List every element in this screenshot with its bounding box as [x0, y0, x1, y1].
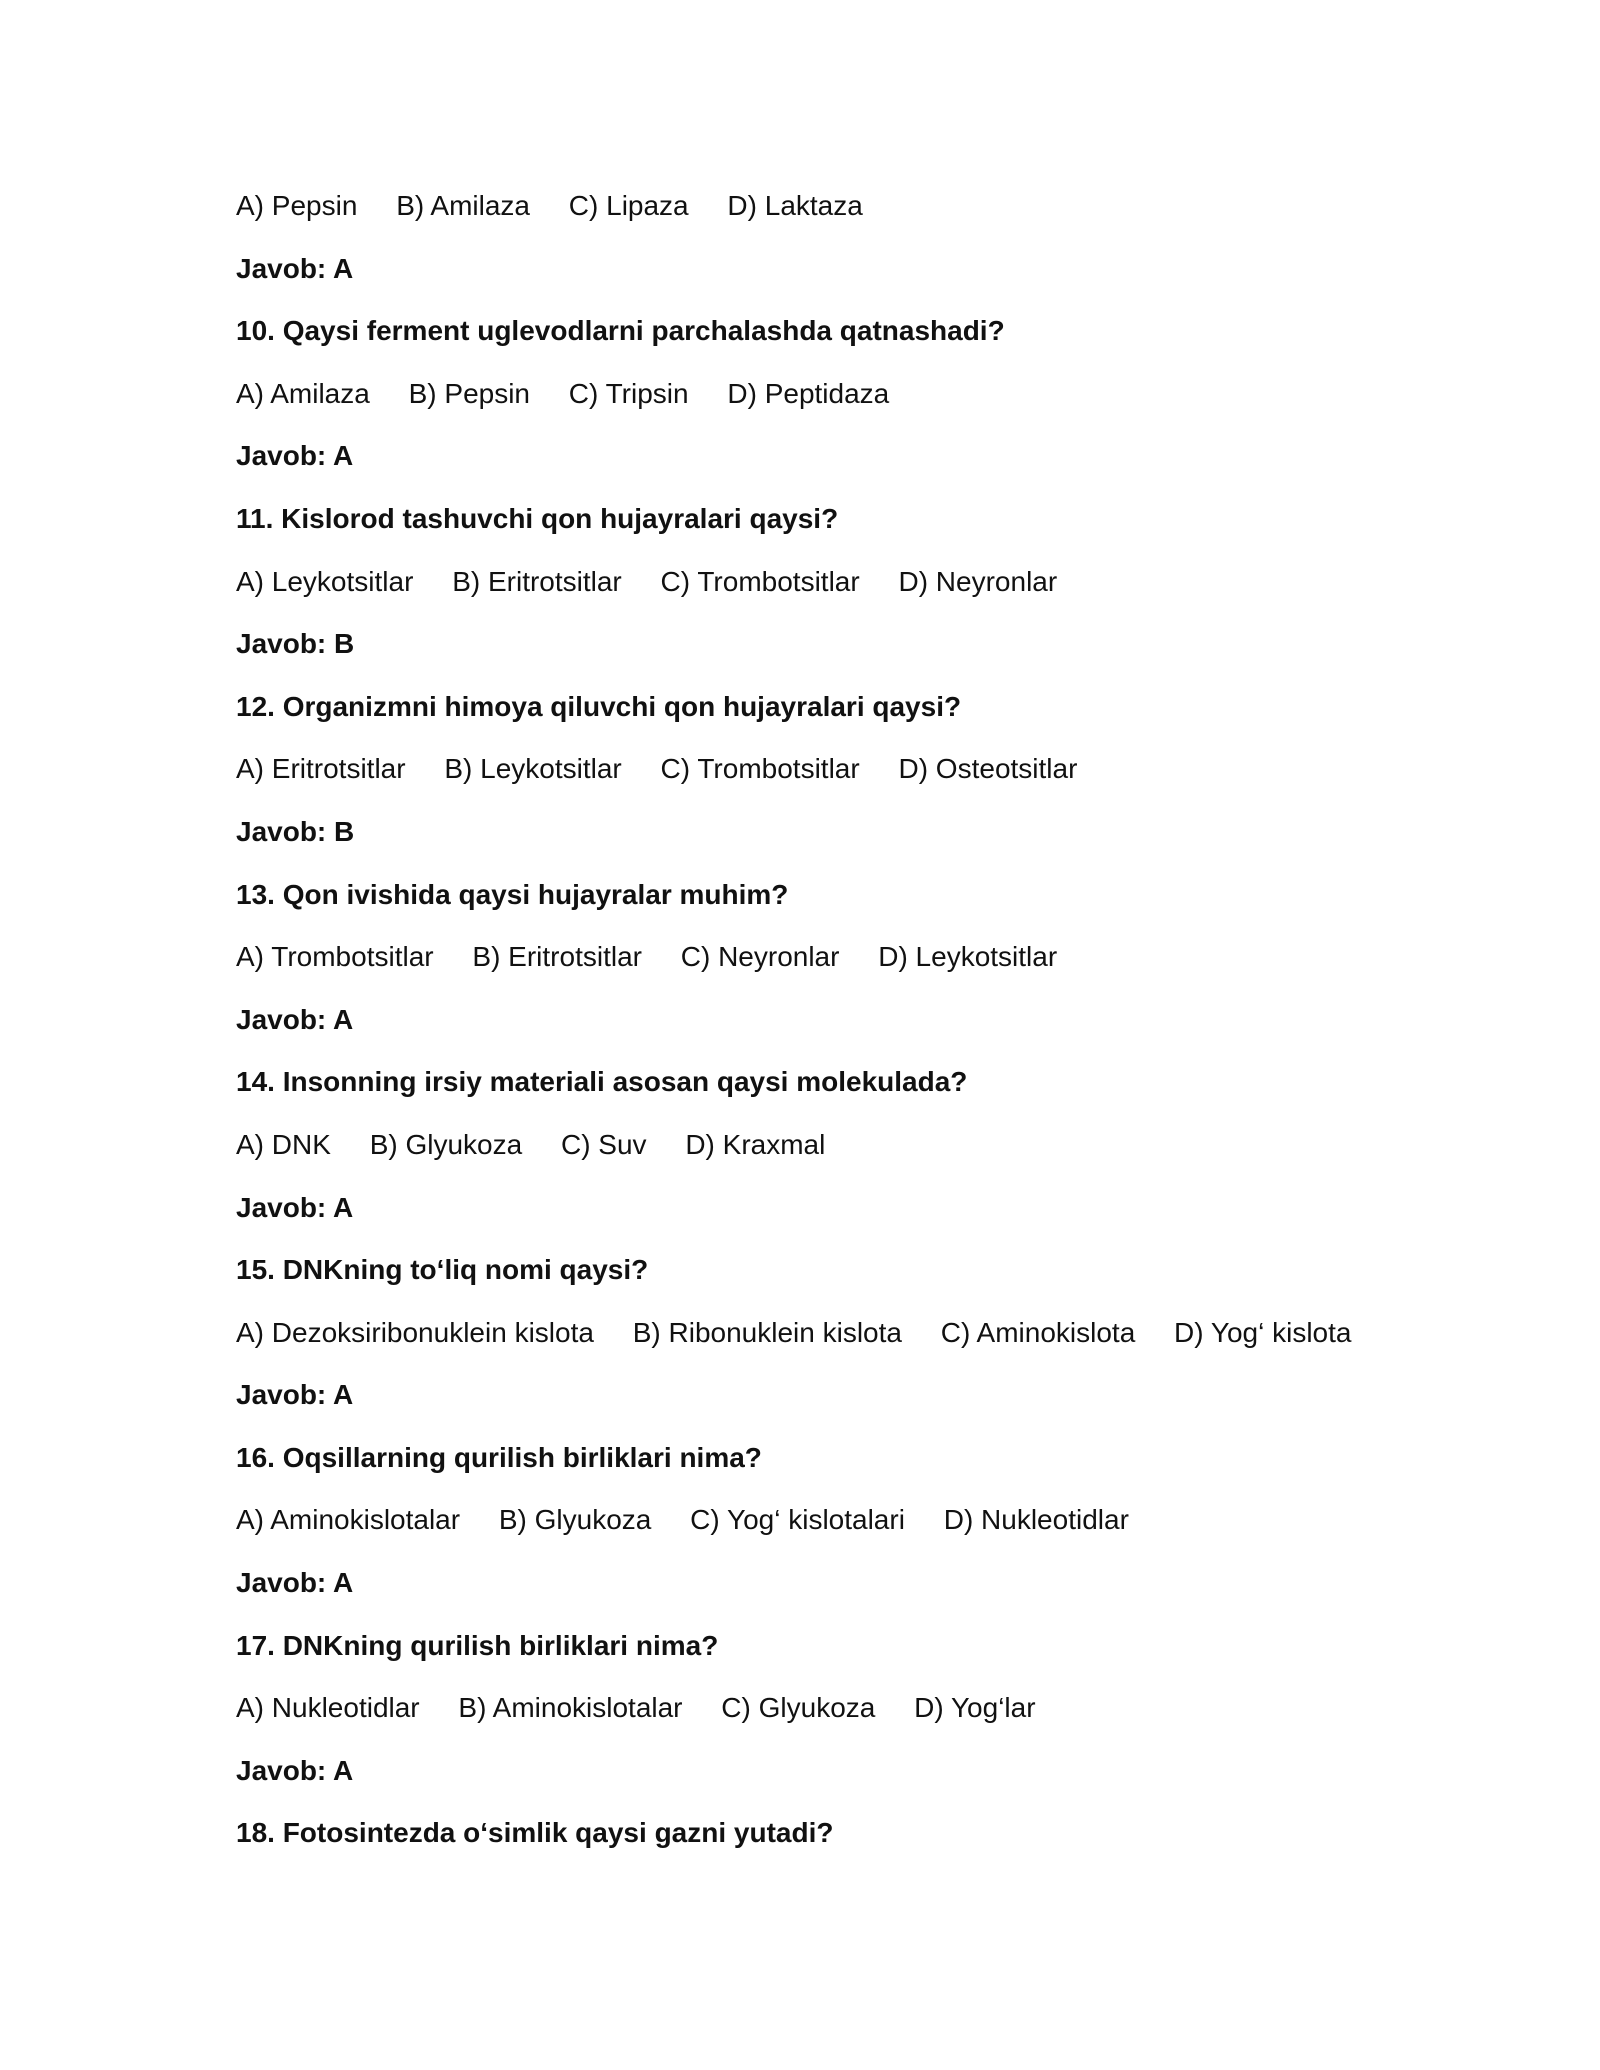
- option-b: B) Amilaza: [396, 190, 531, 221]
- options-row: [236, 1123, 1436, 1186]
- option-b: B) Leykotsitlar: [444, 753, 622, 785]
- answer-line: Javob: B: [236, 628, 355, 660]
- option-a: A) DNK: [236, 1128, 331, 1160]
- question-14: 14. Insonning irsiy materiali asosan qaysi molekulada?: [236, 1066, 968, 1098]
- option-b: B) Eritrotsitlar: [452, 565, 622, 597]
- options-row: [236, 184, 1436, 247]
- option-c: C) Trombotsitlar: [660, 565, 860, 597]
- question-16: 16. Oqsillarning qurilish birliklari nima?: [236, 1441, 762, 1473]
- answer-line: Javob: A: [236, 1191, 354, 1223]
- option-b: B) Glyukoza: [369, 1128, 523, 1160]
- question-10: 10. Qaysi ferment uglevodlarni parchalashda qatnashadi?: [236, 315, 1005, 347]
- option-c: C) Glyukoza: [721, 1692, 876, 1724]
- option-d: D) Leykotsitlar: [878, 941, 1058, 973]
- options-row: [236, 747, 1436, 810]
- option-b: B) Ribonuklein kislota: [632, 1316, 902, 1348]
- options-row: [236, 935, 1436, 998]
- answer-line: Javob: A: [236, 1567, 354, 1599]
- answer-line: Javob: A: [236, 1754, 354, 1786]
- options-row: [236, 1311, 1436, 1374]
- document-page: [236, 184, 1436, 1874]
- option-a: A) Trombotsitlar: [236, 941, 434, 973]
- question-18: 18. Fotosintezda o‘simlik qaysi gazni yutadi?: [236, 1817, 834, 1849]
- option-c: C) Yog‘ kislotalari: [690, 1504, 905, 1536]
- option-b: B) Aminokislotalar: [458, 1692, 683, 1724]
- options-row: [236, 1498, 1436, 1561]
- option-c: C) Tripsin: [568, 377, 689, 409]
- option-d: D) Yog‘lar: [914, 1692, 1036, 1724]
- question-15: 15. DNKning to‘liq nomi qaysi?: [236, 1254, 649, 1286]
- option-a: A) Amilaza: [236, 377, 370, 409]
- option-d: D) Osteotsitlar: [898, 753, 1078, 785]
- options-row: [236, 372, 1436, 435]
- options-row: [236, 560, 1436, 623]
- option-d: D) Yog‘ kislota: [1174, 1316, 1352, 1348]
- option-a: A) Aminokislotalar: [236, 1504, 461, 1536]
- option-d: D) Nukleotidlar: [943, 1504, 1129, 1536]
- option-d: D) Neyronlar: [898, 565, 1058, 597]
- answer-line: Javob: A: [236, 440, 354, 472]
- option-c: C) Trombotsitlar: [660, 753, 860, 785]
- question-17: 17. DNKning qurilish birliklari nima?: [236, 1629, 719, 1661]
- option-c: C) Neyronlar: [680, 941, 840, 973]
- option-b: B) Pepsin: [408, 377, 531, 409]
- option-d: D) Kraxmal: [685, 1128, 826, 1160]
- option-a: A) Dezoksiribonuklein kislota: [236, 1316, 594, 1348]
- question-11: 11. Kislorod tashuvchi qon hujayralari qaysi?: [236, 502, 839, 534]
- option-a: A) Pepsin: [236, 190, 358, 221]
- option-c: C) Lipaza: [568, 190, 689, 221]
- options-row: [236, 1686, 1436, 1749]
- option-c: C) Aminokislota: [940, 1316, 1136, 1348]
- question-13: 13. Qon ivishida qaysi hujayralar muhim?: [236, 878, 789, 910]
- option-a: A) Nukleotidlar: [236, 1692, 420, 1724]
- answer-line: Javob: A: [236, 252, 354, 284]
- option-d: D) Laktaza: [727, 190, 863, 221]
- question-12: 12. Organizmni himoya qiluvchi qon hujayralari qaysi?: [236, 690, 962, 722]
- option-d: D) Peptidaza: [727, 377, 890, 409]
- option-b: B) Eritrotsitlar: [472, 941, 642, 973]
- answer-line: Javob: A: [236, 1379, 354, 1411]
- answer-line: Javob: A: [236, 1003, 354, 1035]
- answer-line: Javob: B: [236, 815, 355, 847]
- option-c: C) Suv: [560, 1128, 647, 1160]
- option-b: B) Glyukoza: [498, 1504, 652, 1536]
- option-a: A) Leykotsitlar: [236, 565, 414, 597]
- option-a: A) Eritrotsitlar: [236, 753, 406, 785]
